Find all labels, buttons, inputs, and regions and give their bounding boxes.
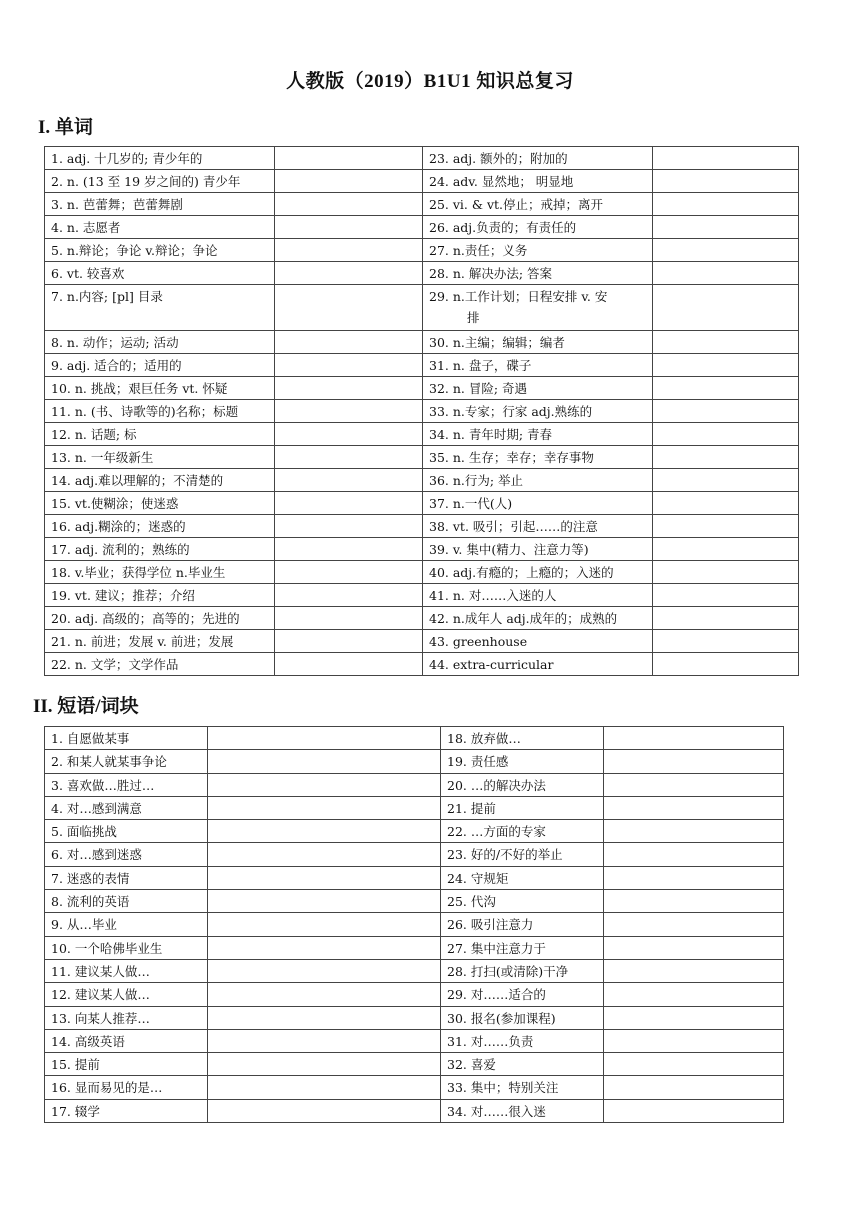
phrase-row xyxy=(45,983,784,1006)
vocab-row xyxy=(45,584,799,607)
answer-blank-right[interactable] xyxy=(653,170,799,193)
vocab-row xyxy=(45,561,799,584)
phrase-row xyxy=(45,936,784,959)
item-term-right: 27. n.责任；义务 xyxy=(423,239,653,262)
answer-blank-right[interactable] xyxy=(604,1076,784,1099)
answer-blank-left[interactable] xyxy=(208,1076,441,1099)
item-term-right: 23. adj. 额外的；附加的 xyxy=(423,147,653,170)
phrase-row xyxy=(45,959,784,982)
vocab-row xyxy=(45,446,799,469)
vocab-row xyxy=(45,607,799,630)
item-term-right: 39. v. 集中(精力、注意力等) xyxy=(423,538,653,561)
answer-blank-left[interactable] xyxy=(208,1006,441,1029)
item-term-right: 42. n.成年人 adj.成年的；成熟的 xyxy=(423,607,653,630)
answer-blank-left[interactable] xyxy=(208,913,441,936)
item-term-left: 15. 提前 xyxy=(45,1053,208,1076)
answer-blank-right[interactable] xyxy=(604,750,784,773)
answer-blank-right[interactable] xyxy=(604,866,784,889)
phrase-row xyxy=(45,843,784,866)
item-term-right: 34. 对……很入迷 xyxy=(441,1099,604,1122)
item-term-left: 17. adj. 流利的；熟练的 xyxy=(45,538,275,561)
answer-blank-right[interactable] xyxy=(653,354,799,377)
phrase-row xyxy=(45,1076,784,1099)
answer-blank-right[interactable] xyxy=(653,561,799,584)
answer-blank-left[interactable] xyxy=(208,983,441,1006)
answer-blank-right[interactable] xyxy=(653,193,799,216)
phrase-row xyxy=(45,750,784,773)
item-term-right: 37. n.一代(人) xyxy=(423,492,653,515)
item-term-right-line1: 29. n.工作计划；日程安排 v. 安 xyxy=(429,289,608,304)
item-term-left: 4. 对…感到满意 xyxy=(45,796,208,819)
vocab-row xyxy=(45,354,799,377)
vocabulary-table xyxy=(44,146,799,676)
item-term-right: 35. n. 生存；幸存；幸存事物 xyxy=(423,446,653,469)
item-term-left: 12. 建议某人做… xyxy=(45,983,208,1006)
item-term-right: 31. n. 盘子，碟子 xyxy=(423,354,653,377)
item-term-right: 44. extra-curricular xyxy=(423,653,653,676)
item-term-left: 11. 建议某人做… xyxy=(45,959,208,982)
phrases-table xyxy=(44,726,784,1123)
item-term-right: 36. n.行为; 举止 xyxy=(423,469,653,492)
answer-blank-left[interactable] xyxy=(208,796,441,819)
answer-blank-left[interactable] xyxy=(208,1029,441,1052)
item-term-left: 22. n. 文学；文学作品 xyxy=(45,653,275,676)
vocab-row xyxy=(45,538,799,561)
phrase-row xyxy=(45,820,784,843)
answer-blank-right[interactable] xyxy=(653,469,799,492)
vocab-row xyxy=(45,515,799,538)
answer-blank-right[interactable] xyxy=(604,796,784,819)
vocab-row xyxy=(45,630,799,653)
answer-blank-right[interactable] xyxy=(653,630,799,653)
answer-blank-right[interactable] xyxy=(604,1053,784,1076)
item-term-left: 2. n. (13 至 19 岁之间的) 青少年 xyxy=(45,170,275,193)
answer-blank-right[interactable] xyxy=(604,773,784,796)
item-term-right: 32. 喜爱 xyxy=(441,1053,604,1076)
answer-blank-right[interactable] xyxy=(653,653,799,676)
answer-blank-right[interactable] xyxy=(604,820,784,843)
item-term-right: 29. 对……适合的 xyxy=(441,983,604,1006)
item-term-left: 21. n. 前进；发展 v. 前进；发展 xyxy=(45,630,275,653)
item-term-right: 22. …方面的专家 xyxy=(441,820,604,843)
answer-blank-right[interactable] xyxy=(653,216,799,239)
answer-blank-right[interactable] xyxy=(604,1006,784,1029)
phrase-row xyxy=(45,1029,784,1052)
answer-blank-left[interactable] xyxy=(275,538,423,561)
answer-blank-right[interactable] xyxy=(653,147,799,170)
answer-blank-right[interactable] xyxy=(653,400,799,423)
answer-blank-right[interactable] xyxy=(604,983,784,1006)
item-term-right xyxy=(423,285,653,331)
phrase-row xyxy=(45,1006,784,1029)
answer-blank-right[interactable] xyxy=(604,843,784,866)
item-term-left: 8. 流利的英语 xyxy=(45,890,208,913)
vocab-row xyxy=(45,492,799,515)
item-term-left: 1. 自愿做某事 xyxy=(45,727,208,750)
answer-blank-left[interactable] xyxy=(275,561,423,584)
vocab-row xyxy=(45,400,799,423)
item-term-left: 13. n. 一年级新生 xyxy=(45,446,275,469)
answer-blank-left[interactable] xyxy=(275,469,423,492)
answer-blank-left[interactable] xyxy=(275,262,423,285)
vocab-row xyxy=(45,262,799,285)
phrase-row xyxy=(45,890,784,913)
phrase-row xyxy=(45,796,784,819)
answer-blank-left[interactable] xyxy=(275,492,423,515)
item-term-right: 25. vi. & vt.停止；戒掉；离开 xyxy=(423,193,653,216)
item-term-right: 28. n. 解决办法; 答案 xyxy=(423,262,653,285)
item-term-left: 1. adj. 十几岁的; 青少年的 xyxy=(45,147,275,170)
item-term-left: 5. 面临挑战 xyxy=(45,820,208,843)
item-term-right-line2: 排 xyxy=(467,310,480,325)
item-term-right: 33. n.专家；行家 adj.熟练的 xyxy=(423,400,653,423)
answer-blank-left[interactable] xyxy=(275,239,423,262)
answer-blank-left[interactable] xyxy=(275,331,423,354)
answer-blank-left[interactable] xyxy=(208,727,441,750)
answer-blank-right[interactable] xyxy=(653,239,799,262)
vocab-row xyxy=(45,653,799,676)
answer-blank-left[interactable] xyxy=(275,147,423,170)
answer-blank-left[interactable] xyxy=(275,584,423,607)
item-term-right: 20. …的解决办法 xyxy=(441,773,604,796)
item-term-right: 26. adj.负责的；有责任的 xyxy=(423,216,653,239)
vocab-row xyxy=(45,239,799,262)
phrase-row xyxy=(45,913,784,936)
item-term-right: 19. 责任感 xyxy=(441,750,604,773)
answer-blank-right[interactable] xyxy=(653,492,799,515)
answer-blank-left[interactable] xyxy=(208,1099,441,1122)
answer-blank-right[interactable] xyxy=(604,936,784,959)
answer-blank-left[interactable] xyxy=(275,607,423,630)
answer-blank-left[interactable] xyxy=(208,959,441,982)
item-term-right: 24. 守规矩 xyxy=(441,866,604,889)
vocab-row xyxy=(45,377,799,400)
item-term-left: 19. vt. 建议；推荐；介绍 xyxy=(45,584,275,607)
answer-blank-left[interactable] xyxy=(275,193,423,216)
item-term-right: 41. n. 对……入迷的人 xyxy=(423,584,653,607)
answer-blank-right[interactable] xyxy=(604,890,784,913)
phrase-row xyxy=(45,866,784,889)
item-term-left: 10. 一个哈佛毕业生 xyxy=(45,936,208,959)
phrase-row xyxy=(45,773,784,796)
item-term-right: 26. 吸引注意力 xyxy=(441,913,604,936)
item-term-right: 31. 对……负责 xyxy=(441,1029,604,1052)
answer-blank-right[interactable] xyxy=(604,913,784,936)
item-term-left: 16. 显而易见的是… xyxy=(45,1076,208,1099)
answer-blank-right[interactable] xyxy=(604,959,784,982)
item-term-left: 20. adj. 高级的；高等的；先进的 xyxy=(45,607,275,630)
item-term-left: 12. n. 话题; 标 xyxy=(45,423,275,446)
item-term-left: 3. 喜欢做…胜过… xyxy=(45,773,208,796)
answer-blank-right[interactable] xyxy=(653,423,799,446)
item-term-right: 33. 集中；特别关注 xyxy=(441,1076,604,1099)
item-term-right: 21. 提前 xyxy=(441,796,604,819)
phrase-row xyxy=(45,727,784,750)
section-heading-vocabulary: I. 单词 xyxy=(38,117,93,138)
answer-blank-left[interactable] xyxy=(275,630,423,653)
phrase-row xyxy=(45,1099,784,1122)
item-term-right: 38. vt. 吸引；引起……的注意 xyxy=(423,515,653,538)
answer-blank-left[interactable] xyxy=(208,843,441,866)
answer-blank-left[interactable] xyxy=(275,285,423,331)
answer-blank-left[interactable] xyxy=(208,866,441,889)
answer-blank-left[interactable] xyxy=(208,750,441,773)
vocab-row xyxy=(45,216,799,239)
item-term-left: 2. 和某人就某事争论 xyxy=(45,750,208,773)
vocab-row xyxy=(45,469,799,492)
item-term-left: 18. v.毕业；获得学位 n.毕业生 xyxy=(45,561,275,584)
item-term-right: 28. 打扫(或清除)干净 xyxy=(441,959,604,982)
vocab-row xyxy=(45,285,799,331)
item-term-left: 9. adj. 适合的；适用的 xyxy=(45,354,275,377)
answer-blank-left[interactable] xyxy=(275,354,423,377)
item-term-left: 14. 高级英语 xyxy=(45,1029,208,1052)
item-term-left: 7. n.内容; [pl] 目录 xyxy=(45,285,275,331)
item-term-left: 6. vt. 较喜欢 xyxy=(45,262,275,285)
vocab-row xyxy=(45,147,799,170)
answer-blank-left[interactable] xyxy=(275,216,423,239)
phrase-row xyxy=(45,1053,784,1076)
item-term-right: 23. 好的/不好的举止 xyxy=(441,843,604,866)
page-title: 人教版（2019）B1U1 知识总复习 xyxy=(286,71,574,92)
answer-blank-right[interactable] xyxy=(604,1099,784,1122)
vocab-row xyxy=(45,331,799,354)
section-heading-phrases: II. 短语/词块 xyxy=(33,696,139,717)
answer-blank-left[interactable] xyxy=(208,820,441,843)
answer-blank-left[interactable] xyxy=(275,400,423,423)
item-term-right: 32. n. 冒险; 奇遇 xyxy=(423,377,653,400)
item-term-right: 18. 放弃做… xyxy=(441,727,604,750)
answer-blank-left[interactable] xyxy=(275,423,423,446)
item-term-left: 6. 对…感到迷惑 xyxy=(45,843,208,866)
answer-blank-right[interactable] xyxy=(653,538,799,561)
item-term-right: 34. n. 青年时期; 青春 xyxy=(423,423,653,446)
answer-blank-left[interactable] xyxy=(275,377,423,400)
answer-blank-right[interactable] xyxy=(653,377,799,400)
item-term-left: 17. 辍学 xyxy=(45,1099,208,1122)
answer-blank-left[interactable] xyxy=(275,515,423,538)
answer-blank-right[interactable] xyxy=(653,515,799,538)
answer-blank-right[interactable] xyxy=(653,262,799,285)
item-term-left: 10. n. 挑战；艰巨任务 vt. 怀疑 xyxy=(45,377,275,400)
answer-blank-right[interactable] xyxy=(653,331,799,354)
item-term-right: 30. n.主编；编辑；编者 xyxy=(423,331,653,354)
answer-blank-left[interactable] xyxy=(208,773,441,796)
item-term-left: 13. 向某人推荐… xyxy=(45,1006,208,1029)
vocab-row xyxy=(45,193,799,216)
item-term-right: 25. 代沟 xyxy=(441,890,604,913)
item-term-left: 15. vt.使糊涂；使迷惑 xyxy=(45,492,275,515)
item-term-right: 27. 集中注意力于 xyxy=(441,936,604,959)
answer-blank-right[interactable] xyxy=(653,607,799,630)
item-term-left: 5. n.辩论；争论 v.辩论；争论 xyxy=(45,239,275,262)
item-term-left: 9. 从…毕业 xyxy=(45,913,208,936)
answer-blank-left[interactable] xyxy=(275,653,423,676)
item-term-right: 40. adj.有瘾的；上瘾的；入迷的 xyxy=(423,561,653,584)
answer-blank-left[interactable] xyxy=(208,1053,441,1076)
item-term-right: 24. adv. 显然地； 明显地 xyxy=(423,170,653,193)
vocab-row xyxy=(45,423,799,446)
item-term-left: 11. n. (书、诗歌等的)名称；标题 xyxy=(45,400,275,423)
item-term-right: 30. 报名(参加课程) xyxy=(441,1006,604,1029)
answer-blank-left[interactable] xyxy=(275,446,423,469)
item-term-left: 7. 迷惑的表情 xyxy=(45,866,208,889)
item-term-left: 8. n. 动作；运动; 活动 xyxy=(45,331,275,354)
item-term-left: 4. n. 志愿者 xyxy=(45,216,275,239)
answer-blank-right[interactable] xyxy=(653,446,799,469)
vocab-row xyxy=(45,170,799,193)
answer-blank-right[interactable] xyxy=(604,727,784,750)
item-term-left: 3. n. 芭蕾舞；芭蕾舞剧 xyxy=(45,193,275,216)
answer-blank-right[interactable] xyxy=(653,584,799,607)
item-term-left: 14. adj.难以理解的；不清楚的 xyxy=(45,469,275,492)
answer-blank-right[interactable] xyxy=(604,1029,784,1052)
answer-blank-left[interactable] xyxy=(208,890,441,913)
answer-blank-right[interactable] xyxy=(653,285,799,331)
answer-blank-left[interactable] xyxy=(208,936,441,959)
item-term-left: 16. adj.糊涂的；迷惑的 xyxy=(45,515,275,538)
item-term-right: 43. greenhouse xyxy=(423,630,653,653)
answer-blank-left[interactable] xyxy=(275,170,423,193)
